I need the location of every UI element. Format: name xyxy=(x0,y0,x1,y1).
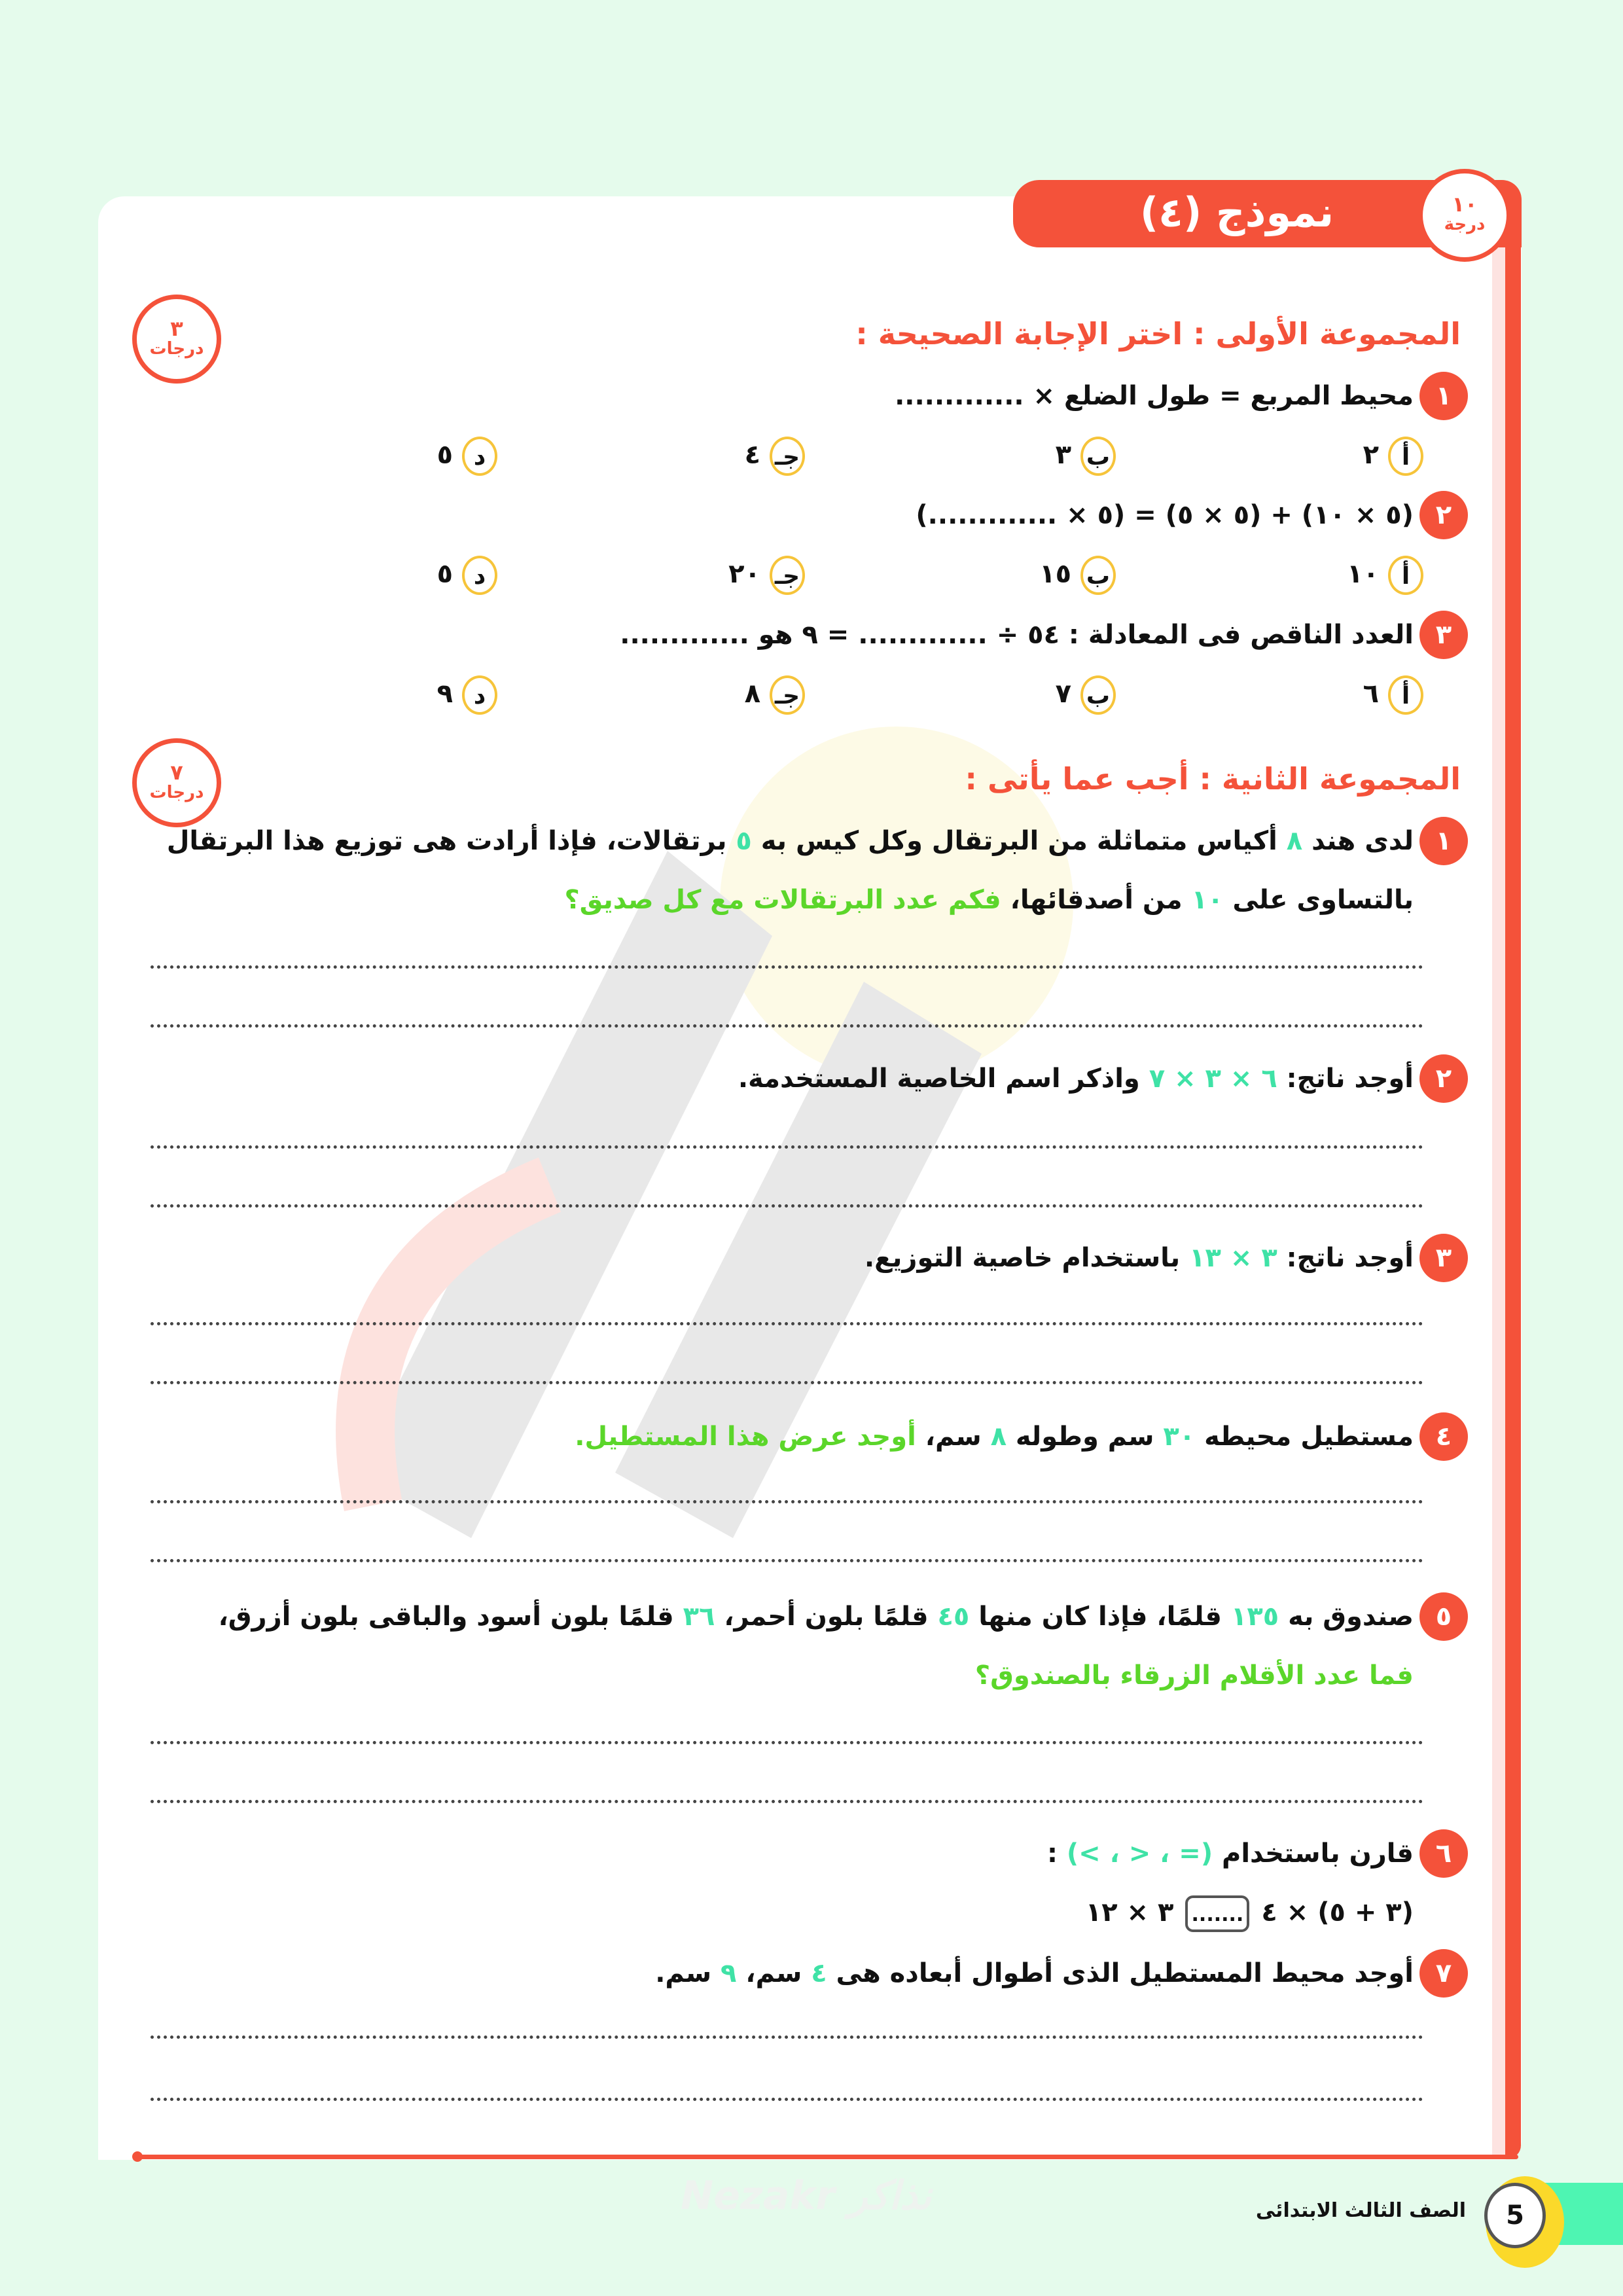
option-letter: ب xyxy=(1080,437,1116,476)
question-number: ٢ xyxy=(1419,1054,1468,1103)
group2-marks-badge xyxy=(132,738,221,827)
text-segment: أوجد ناتج: xyxy=(1277,1243,1414,1273)
card-right-border xyxy=(1505,247,1521,2159)
bottom-divider xyxy=(137,2155,1518,2159)
group1-marks-badge xyxy=(132,295,221,384)
option-value: ٨ xyxy=(744,679,760,709)
question-text: محيط المربع = طول الضلع × ............. xyxy=(895,381,1414,411)
compare-expression xyxy=(1086,1893,1414,1932)
option-letter: أ xyxy=(1388,675,1423,715)
option-letter: ب xyxy=(1080,675,1116,715)
group1-marks: ٣ xyxy=(170,316,183,341)
text-segment: قلمًا بلون أسود والباقى بلون أزرق، xyxy=(218,1602,683,1632)
question-line xyxy=(865,1238,1414,1278)
option-value: ٥ xyxy=(437,559,453,589)
answer-line[interactable] xyxy=(151,1204,1423,1208)
option-letter: ب xyxy=(1080,556,1116,595)
compare-right: ٣ × ١٢ xyxy=(1085,1897,1174,1928)
group1-marks-label: درجات xyxy=(149,339,204,359)
answer-line[interactable] xyxy=(151,1024,1423,1028)
option-value: ١٠ xyxy=(1347,559,1379,589)
highlight-text: ٣٠ xyxy=(1163,1422,1196,1452)
text-segment: باستخدام خاصية التوزيع. xyxy=(864,1243,1190,1273)
question-line xyxy=(738,1059,1414,1098)
answer-option[interactable] xyxy=(1039,553,1116,595)
page-number: 5 xyxy=(1484,2183,1546,2248)
question-text: العدد الناقص فى المعادلة : ٥٤ ÷ ............. = ٩ هو ............. xyxy=(620,620,1414,650)
highlight-text: ٨ xyxy=(1286,826,1303,856)
answer-option[interactable] xyxy=(745,434,805,476)
group2-title: المجموعة الثانية : أجب عما يأتى : xyxy=(965,761,1461,797)
group2-marks-label: درجات xyxy=(149,783,204,802)
answer-line[interactable] xyxy=(151,2098,1423,2101)
group2-marks: ٧ xyxy=(170,760,183,785)
option-letter: د xyxy=(462,675,497,715)
text-segment: سم وطوله xyxy=(1007,1422,1164,1452)
answer-option[interactable] xyxy=(1056,434,1116,476)
compare-answer-box[interactable]: ....... xyxy=(1185,1895,1249,1932)
group1-title: المجموعة الأولى : اختر الإجابة الصحيحة : xyxy=(855,316,1461,351)
divider-dot xyxy=(132,2151,143,2162)
text-segment: لدى هند xyxy=(1302,826,1414,856)
question-number: ٤ xyxy=(1419,1412,1468,1461)
answer-line[interactable] xyxy=(151,1800,1423,1803)
option-value: ٢٠ xyxy=(728,559,760,589)
highlight-text: ٦ × ٣ × ٧ xyxy=(1149,1064,1277,1094)
option-value: ٦ xyxy=(1363,679,1379,709)
option-value: ٢ xyxy=(1363,440,1379,470)
question-number: ٢ xyxy=(1419,491,1468,539)
answer-option[interactable] xyxy=(1347,553,1423,595)
text-segment: أوجد ناتج: xyxy=(1277,1064,1414,1094)
question-line xyxy=(167,821,1414,861)
highlight-text: ١٠ xyxy=(1191,885,1224,915)
highlight-text: فكم عدد البرتقالات مع كل صديق؟ xyxy=(564,885,1001,915)
option-letter: د xyxy=(462,556,497,595)
question-line xyxy=(975,1656,1414,1695)
question-number: ٣ xyxy=(1419,611,1468,659)
question-number: ٧ xyxy=(1419,1949,1468,1998)
answer-option[interactable] xyxy=(437,434,497,476)
text-segment: سم، xyxy=(736,1958,812,1988)
highlight-text: ٣ × ١٣ xyxy=(1189,1243,1277,1273)
option-letter: جـ xyxy=(770,675,805,715)
option-value: ١٥ xyxy=(1039,559,1071,589)
text-segment: واذكر اسم الخاصية المستخدمة. xyxy=(738,1064,1149,1094)
question-number: ٣ xyxy=(1419,1234,1468,1282)
answer-option[interactable] xyxy=(1056,673,1116,715)
watermark-text: Nezakr نذاكر xyxy=(681,2173,932,2219)
total-marks: ١٠ xyxy=(1452,192,1478,217)
option-value: ٧ xyxy=(1055,679,1071,709)
text-segment: قلمًا بلون أحمر، xyxy=(715,1602,938,1632)
highlight-text: ٨ xyxy=(990,1422,1007,1452)
grade-label: الصف الثالث الابتدائى xyxy=(1255,2199,1466,2222)
answer-option[interactable] xyxy=(437,673,497,715)
answer-option[interactable] xyxy=(437,553,497,595)
answer-line[interactable] xyxy=(151,2036,1423,2039)
text-segment: بالتساوى على xyxy=(1223,885,1414,915)
answer-option[interactable] xyxy=(1363,673,1423,715)
total-marks-badge xyxy=(1418,169,1511,262)
question-line xyxy=(1047,1834,1414,1873)
answer-line[interactable] xyxy=(151,965,1423,969)
question-text: (٥ × ١٠) + (٥ × ٥) = (٥ × .............) xyxy=(916,500,1414,530)
answer-line[interactable] xyxy=(151,1741,1423,1744)
question-line xyxy=(575,1417,1414,1456)
question-number: ١ xyxy=(1419,817,1468,865)
answer-line[interactable] xyxy=(151,1322,1423,1325)
question-number: ١ xyxy=(1419,372,1468,420)
option-letter: أ xyxy=(1388,437,1423,476)
option-value: ٥ xyxy=(437,440,453,470)
marks-label: درجة xyxy=(1444,215,1486,234)
highlight-text: ٥ xyxy=(736,826,752,856)
highlight-text: ٤٥ xyxy=(937,1602,970,1632)
text-segment: سم، xyxy=(916,1422,991,1452)
highlight-text: ٣٦ xyxy=(683,1602,715,1632)
answer-line[interactable] xyxy=(151,1500,1423,1503)
option-value: ٩ xyxy=(437,679,453,709)
answer-line[interactable] xyxy=(151,1559,1423,1562)
question-line xyxy=(655,1954,1414,1993)
answer-line[interactable] xyxy=(151,1145,1423,1149)
compare-left: (٣ + ٥) × ٤ xyxy=(1261,1897,1414,1928)
page-title: نموذج (٤) xyxy=(1139,188,1334,236)
highlight-text: ٤ xyxy=(811,1958,827,1988)
answer-line[interactable] xyxy=(151,1381,1423,1384)
question-line xyxy=(219,1597,1414,1636)
text-segment: قلمًا، فإذا كان منها xyxy=(969,1602,1231,1632)
option-letter: جـ xyxy=(770,437,805,476)
answer-option[interactable] xyxy=(728,553,805,595)
text-segment: قارن باستخدام xyxy=(1213,1839,1414,1869)
text-segment: برتقالات، فإذا أرادت هى توزيع هذا البرتقال xyxy=(166,826,736,856)
highlight-text: فما عدد الأقلام الزرقاء بالصندوق؟ xyxy=(974,1660,1414,1691)
question-number: ٦ xyxy=(1419,1829,1468,1878)
text-segment: سم. xyxy=(655,1958,721,1988)
question-number: ٥ xyxy=(1419,1592,1468,1641)
answer-option[interactable] xyxy=(1363,434,1423,476)
highlight-text: أوجد عرض هذا المستطيل. xyxy=(575,1422,916,1452)
highlight-text: ٩ xyxy=(721,1958,737,1988)
option-value: ٤ xyxy=(744,440,760,470)
highlight-text: (= ، < ، >) xyxy=(1066,1839,1213,1869)
text-segment: مستطيل محيطه xyxy=(1195,1422,1414,1452)
text-segment: أوجد محيط المستطيل الذى أطوال أبعاده هى xyxy=(827,1958,1414,1988)
option-letter: أ xyxy=(1388,556,1423,595)
text-segment: : xyxy=(1046,1839,1067,1869)
highlight-text: ١٣٥ xyxy=(1230,1602,1279,1632)
text-segment: أكياس متماثلة من البرتقال وكل كيس به xyxy=(751,826,1287,856)
text-segment: من أصدقائها، xyxy=(1001,885,1192,915)
option-letter: جـ xyxy=(770,556,805,595)
text-segment: صندوق به xyxy=(1279,1602,1414,1632)
option-letter: د xyxy=(462,437,497,476)
answer-option[interactable] xyxy=(745,673,805,715)
question-line xyxy=(564,880,1414,920)
option-value: ٣ xyxy=(1055,440,1071,470)
